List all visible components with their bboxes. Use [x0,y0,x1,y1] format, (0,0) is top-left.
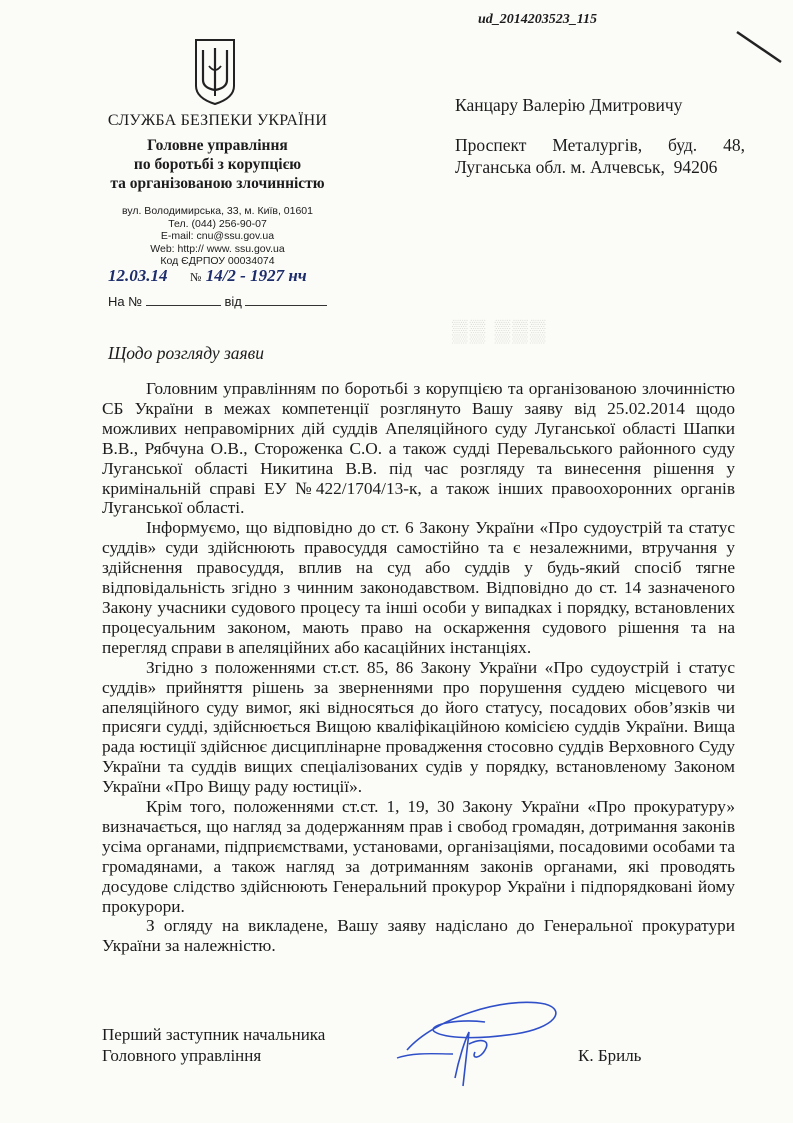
registration-date: 12.03.14 [108,266,168,285]
pen-mark [735,28,785,68]
body-paragraph: З огляду на викладене, Вашу заяву надіслано до Генеральної прокуратури України за належністю. [102,916,735,956]
registration-number: 14/2 - 1927 нч [205,266,307,285]
department-line: та організованою злочинністю [110,175,325,192]
address-word: Проспект [455,135,527,155]
body-paragraph: Головним управлінням по боротьбі з корупцією та організованою злочинністю СБ України в межах компетенції розглянуто Вашу заяву від 25.02.2014 щодо можливих неправомірних дій суддів Апеляційного суду Луганської області Шапки В.В., Рябчуна О.В., Стороженка С.О. а також судді Перевальського районного суду Луганської області Никитина В.В. під час розгляду та винесення рішення у кримінальній справі ЕУ №422/1704/13-к, а також інших правоохоронних органів Луганської області. [102,379,735,518]
document-id: ud_2014203523_115 [478,12,598,27]
subject-line: Щодо розгляду заяви [108,343,265,363]
signatory-title [102,1024,325,1066]
body-paragraph: Інформуємо, що відповідно до ст. 6 Закону України «Про судоустрій та статус суддів» суди здійснюють правосуддя самостійно та є незалежними, втручання у здійснення правосуддя, вплив на суд або суддів у будь-який спосіб тягне відповідальність згідно з чинним законодавством. Відповідно до ст. 14 зазначеного Закону учасники судового процесу та інші особи у випадках і порядку, встановлених процесуальним законом, мають право на оскарження судового рішення та на перегляд справи в апеляційних або касаційних інстанціях. [102,518,735,657]
na-blank [146,294,221,306]
letter-body [102,379,735,956]
email-line: E-mail: cnu@ssu.gov.ua [160,230,275,242]
reference-line [108,294,327,309]
contact-block [95,205,340,268]
recipient-address [455,134,745,178]
address-word: Металургів, [552,135,643,155]
faded-stamp: ▒▒ ▒▒▒ [452,318,548,343]
vid-label: від [224,294,242,309]
edrpou-line: Код ЄДРПОУ 00034074 [160,255,275,267]
signatory-name: К. Бриль [578,1046,642,1065]
body-paragraph: Крім того, положеннями ст.ст. 1, 19, 30 Закону України «Про прокуратуру» визначається, що нагляд за додержанням прав і свобод громадян, дотримання законів усіма органами, підприємствами, установами, організаціями, посадовими особами та громадянами, а також нагляд за дотриманням законів органами, які проводять досудове слідство здійснюють Генеральний прокурор України і підпорядковані йому прокурори. [102,797,735,916]
number-label: № [190,270,202,284]
department-line: по боротьбі з корупцією [133,156,302,173]
org-name: СЛУЖБА БЕЗПЕКИ УКРАЇНИ [107,112,328,129]
address-line: вул. Володимирська, 33, м. Київ, 01601 [121,205,313,217]
recipient-name: Канцару Валерію Дмитровичу [455,95,683,115]
signatory-title-line: Головного управління [102,1046,262,1065]
letterhead [95,112,340,268]
web-line: Web: http:// www. ssu.gov.ua [150,242,285,255]
phone-line: Тел. (044) 256-90-07 [168,217,267,230]
vid-blank [245,294,327,306]
address-word: буд. [668,135,698,155]
address-line-2: Луганська обл. м. Алчевськ, 94206 [455,157,718,177]
na-label: На № [108,294,143,309]
department-name [95,136,340,193]
signatory-title-line: Перший заступник начальника [102,1025,326,1044]
registration-line [108,266,307,286]
address-line-1 [455,134,745,156]
trident-emblem-icon [190,36,240,106]
department-line: Головне управління [147,137,288,154]
body-paragraph: Згідно з положеннями ст.ст. 85, 86 Закону України «Про судоустрій і статус суддів» прийняття рішень за зверненнями про порушення суддею місцевого чи апеляційного суду вимог, які відносяться до його статусу, посадових обов’язків чи присяги судді, здійснюється Вищою кваліфікаційною комісією суддів України. Вища рада юстиції здійснює дисциплінарне провадження стосовно суддів Верховного Суду України та суддів вищих спеціалізованих судів у порядку, встановленому Законом України «Про Вищу раду юстиції». [102,657,735,797]
handwritten-signature [395,988,575,1098]
address-word: 48, [723,135,745,155]
